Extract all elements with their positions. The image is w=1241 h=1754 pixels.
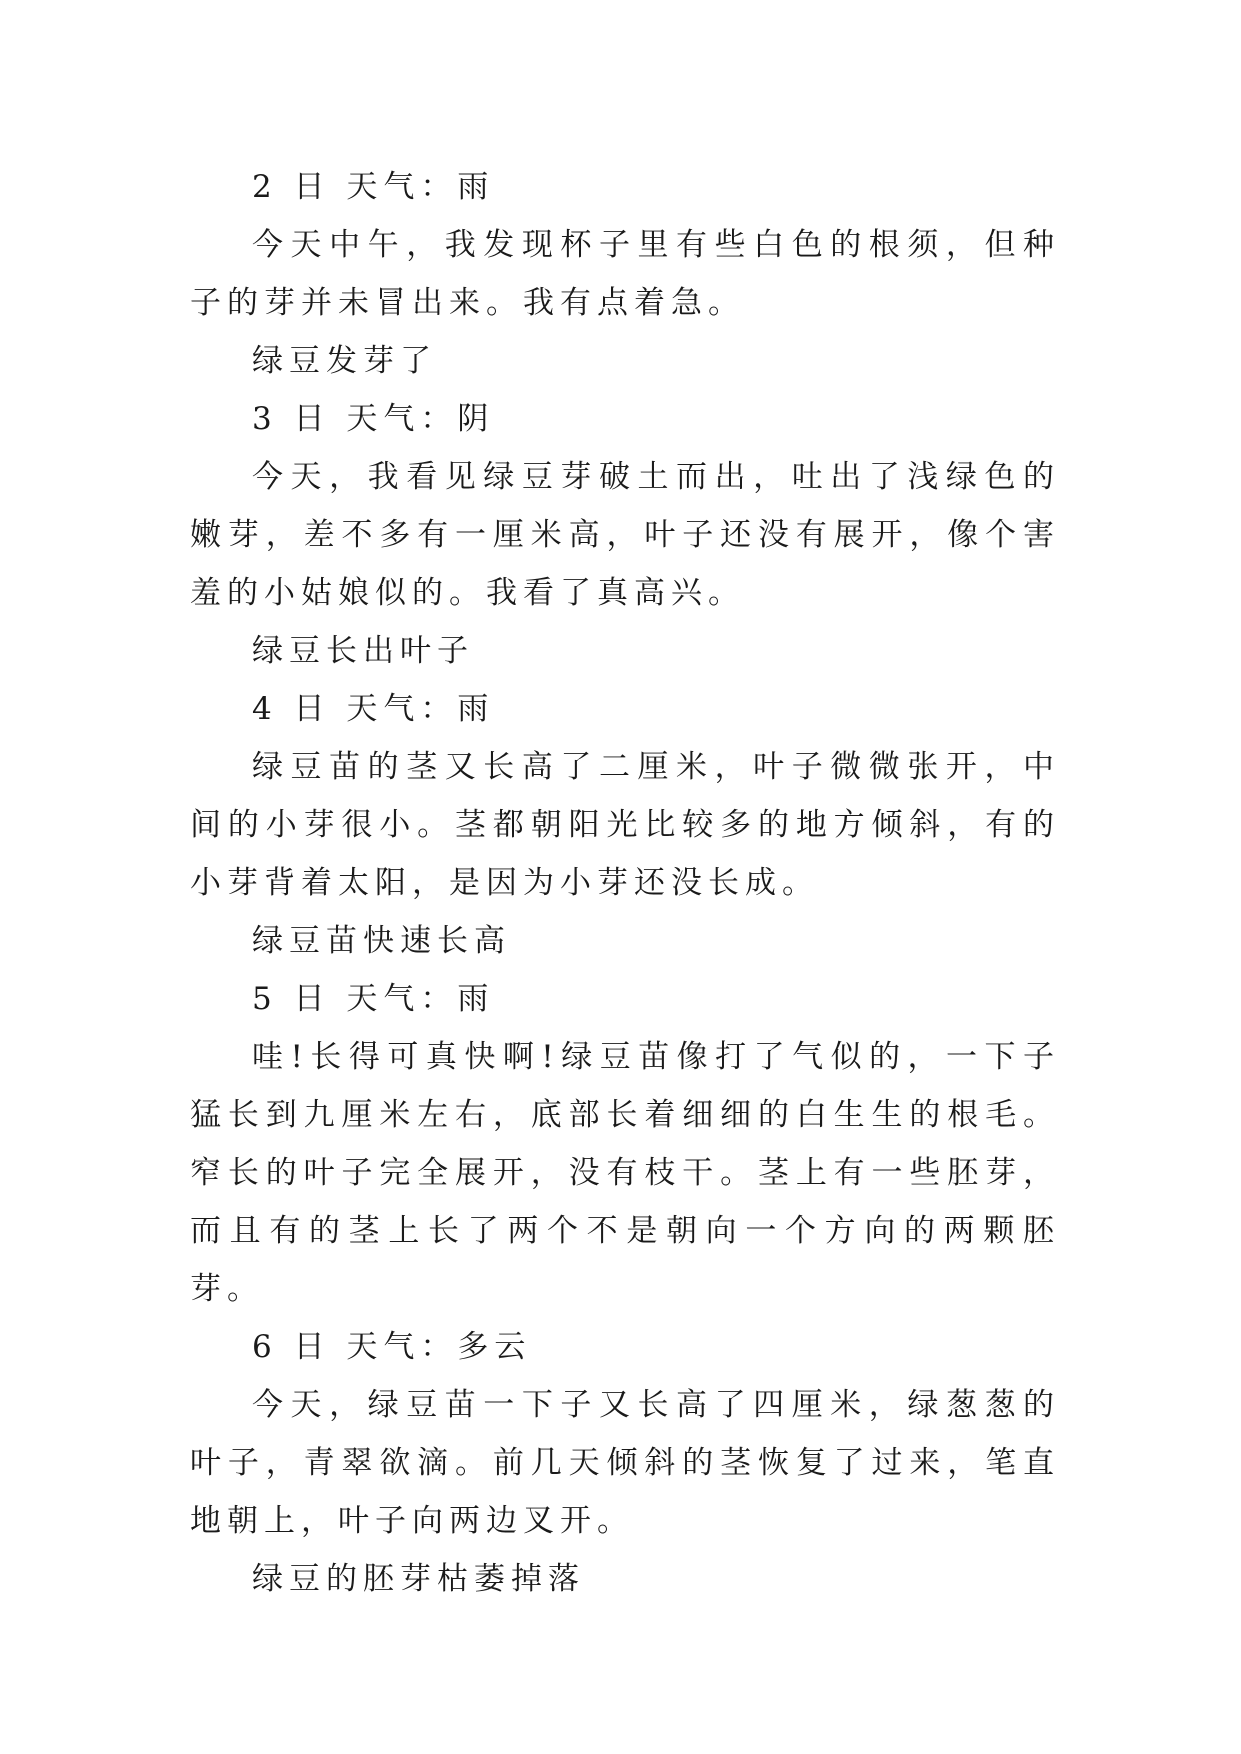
diary-paragraph: 今天，我看见绿豆芽破土而出，吐出了浅绿色的嫩芽，差不多有一厘米高，叶子还没有展开，像个害羞的小姑娘似的。我看了真高兴。 [190, 459, 1060, 611]
diary-date-day-2: 2 日 天气：雨 [252, 169, 495, 205]
section-heading: 绿豆长出叶子 [252, 633, 474, 669]
diary-date-day-5: 5 日 天气：雨 [252, 981, 495, 1017]
section-heading: 绿豆的胚芽枯萎掉落 [252, 1561, 585, 1597]
section-heading: 绿豆发芽了 [252, 343, 437, 379]
diary-date-day-3: 3 日 天气：阴 [252, 401, 495, 437]
diary-date-day-6: 6 日 天气：多云 [252, 1329, 532, 1365]
document-body [190, 158, 1060, 1608]
diary-paragraph: 哇!长得可真快啊!绿豆苗像打了气似的，一下子猛长到九厘米左右，底部长着细细的白生生的根毛。窄长的叶子完全展开，没有枝干。茎上有一些胚芽，而且有的茎上长了两个不是朝向一个方向的两颗胚芽。 [190, 1039, 1060, 1307]
diary-paragraph: 今天，绿豆苗一下子又长高了四厘米，绿葱葱的叶子，青翠欲滴。前几天倾斜的茎恢复了过来，笔直地朝上，叶子向两边叉开。 [190, 1387, 1060, 1539]
diary-paragraph: 绿豆苗的茎又长高了二厘米，叶子微微张开，中间的小芽很小。茎都朝阳光比较多的地方倾斜，有的小芽背着太阳，是因为小芽还没长成。 [190, 749, 1060, 901]
diary-date-day-4: 4 日 天气：雨 [252, 691, 495, 727]
section-heading: 绿豆苗快速长高 [252, 923, 511, 959]
diary-paragraph: 今天中午，我发现杯子里有些白色的根须，但种子的芽并未冒出来。我有点着急。 [190, 227, 1060, 321]
